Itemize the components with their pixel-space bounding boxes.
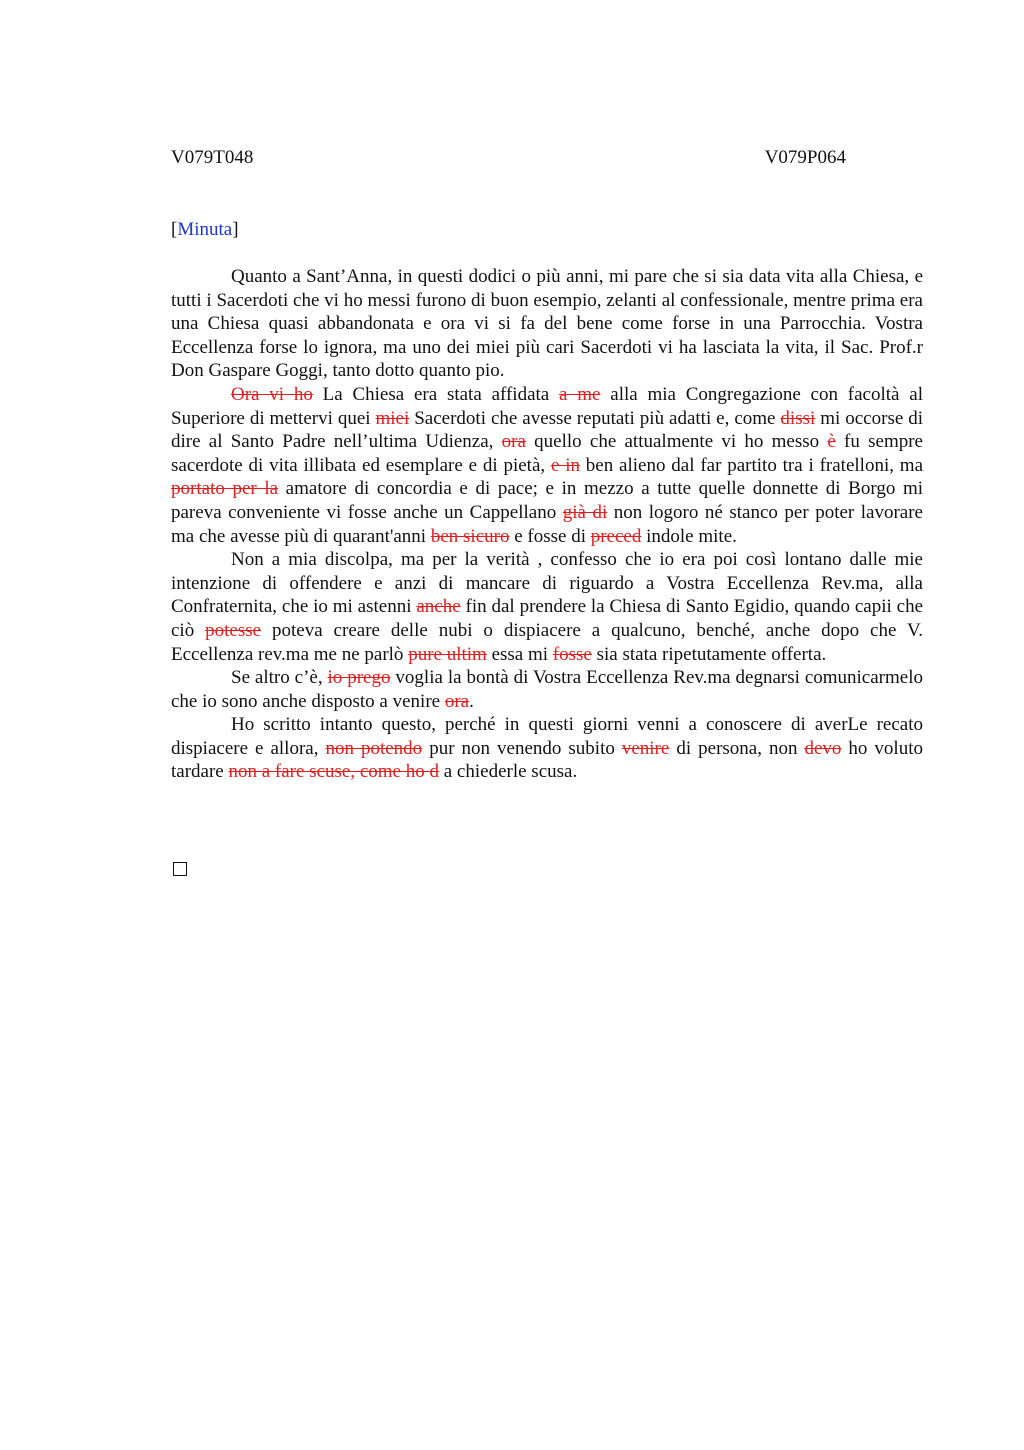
deleted-text: e in [550, 454, 580, 476]
text-segment: ho voluto tardare [171, 737, 923, 783]
paragraph [171, 713, 923, 784]
checkbox-square-icon [173, 862, 187, 876]
text-segment: a chiederle scusa. [439, 761, 578, 783]
text-segment: voglia la bontà di Vostra Eccellenza Rev.ma degnarsi comunicarmelo che io sono anche disposto a venire [171, 667, 923, 712]
text-segment: fu sempre sacerdote di vita illibata ed esemplare e di pietà, [171, 431, 923, 476]
deleted-text: fosse [552, 643, 592, 665]
deleted-text: miei [375, 407, 410, 429]
deleted-text: ora [444, 690, 470, 712]
paragraph [171, 548, 923, 666]
deleted-text: Ora vi ho [231, 383, 313, 405]
text-segment: La Chiesa era stata affidata [312, 383, 560, 405]
deleted-text: devo [804, 737, 842, 759]
text-segment: amatore di concordia e di pace; e in mezzo a tutte quelle donnette di Borgo mi pareva conveniente vi fosse anche un Cappellano [171, 478, 923, 523]
deleted-text: portato per la [171, 478, 279, 500]
paragraph [171, 383, 923, 548]
document-header [171, 147, 846, 171]
deleted-text: non a fare scuse, come ho d [228, 761, 439, 783]
text-segment: pur non venendo subito [422, 737, 622, 759]
minuta-text: Minuta [177, 219, 233, 240]
text-segment: poteva creare delle nubi o dispiacere a qualcuno, benché, anche dopo che V. Eccellenza rev.ma me ne parlò [171, 619, 924, 665]
deleted-text: a me [559, 383, 601, 405]
deleted-text: anche [416, 596, 461, 618]
deleted-text: io prego [327, 667, 391, 689]
minuta-bracket-open: [ [171, 219, 178, 240]
text-segment: Sacerdoti che avesse reputati più adatti e, come [409, 407, 781, 429]
text-segment: mi occorse di dire al Santo Padre nell’ultima Udienza, [171, 407, 924, 453]
text-segment: di persona, non [669, 737, 805, 759]
document-code-right: V079P064 [764, 147, 846, 168]
letter-body [171, 265, 923, 784]
text-segment: essa mi [486, 643, 553, 665]
paragraph [171, 666, 923, 713]
deleted-text: non potendo [325, 737, 423, 759]
text-segment: indole mite. [641, 525, 737, 547]
deleted-text: ora [501, 431, 526, 453]
document-code-left: V079T048 [171, 147, 254, 168]
text-segment: quello che attualmente vi ho messo [525, 431, 828, 453]
deleted-text: preced [590, 525, 642, 547]
minuta-label [171, 218, 239, 242]
text-segment: Non a mia discolpa, ma per la verità , confesso che io era poi così lontano dalle mie intenzione di offendere e anzi di mancare di riguardo a Vostra Eccellenza Rev.ma, alla Confraternita, che io mi astenni [171, 549, 923, 618]
text-segment: Ho scritto intanto questo, perché in questi giorni venni a conoscere di averLe recato dispiacere e allora, [171, 714, 923, 759]
text-segment: . [469, 690, 474, 712]
deleted-text: pure ultim [408, 643, 487, 665]
deleted-text: venire [621, 737, 670, 759]
paragraph [171, 265, 923, 383]
text-segment: fin dal prendere la Chiesa di Santo Egidio, quando capii che ciò [171, 596, 924, 641]
deleted-text: dissi [780, 407, 816, 429]
deleted-text: ben sicuro [430, 525, 510, 547]
text-segment: e fosse di [509, 525, 591, 547]
text-segment: ben alieno dal far partito tra i fratelloni, ma [579, 454, 924, 476]
text-segment: sia stata ripetutamente offerta. [591, 643, 827, 665]
deleted-text: potesse [205, 619, 262, 641]
deleted-text: già di [562, 501, 608, 523]
text-segment: alla mia Congregazione con facoltà al Superiore di mettervi quei [171, 383, 923, 429]
text-segment: Se altro c’è, [231, 667, 328, 689]
deleted-text: è [827, 431, 836, 453]
text-segment: non logoro né stanco per poter lavorare ma che avesse più di quarant'anni [171, 501, 923, 547]
text-segment: Quanto a Sant’Anna, in questi dodici o più anni, mi pare che si sia data vita alla Chiesa, e tutti i Sacerdoti che vi ho messi furono di buon esempio, zelanti al confessionale, mentre prima era una Chiesa quasi abbandonata e ora vi si fa del bene come forse in una Parrocchia. Vostra Eccellenza forse lo ignora, ma uno dei miei più cari Sacerdoti vi ha lasciata la vita, il Sac. Prof.r Don Gaspare Goggi, tanto dotto quanto pio. [171, 266, 923, 382]
minuta-bracket-close: ] [232, 219, 239, 240]
